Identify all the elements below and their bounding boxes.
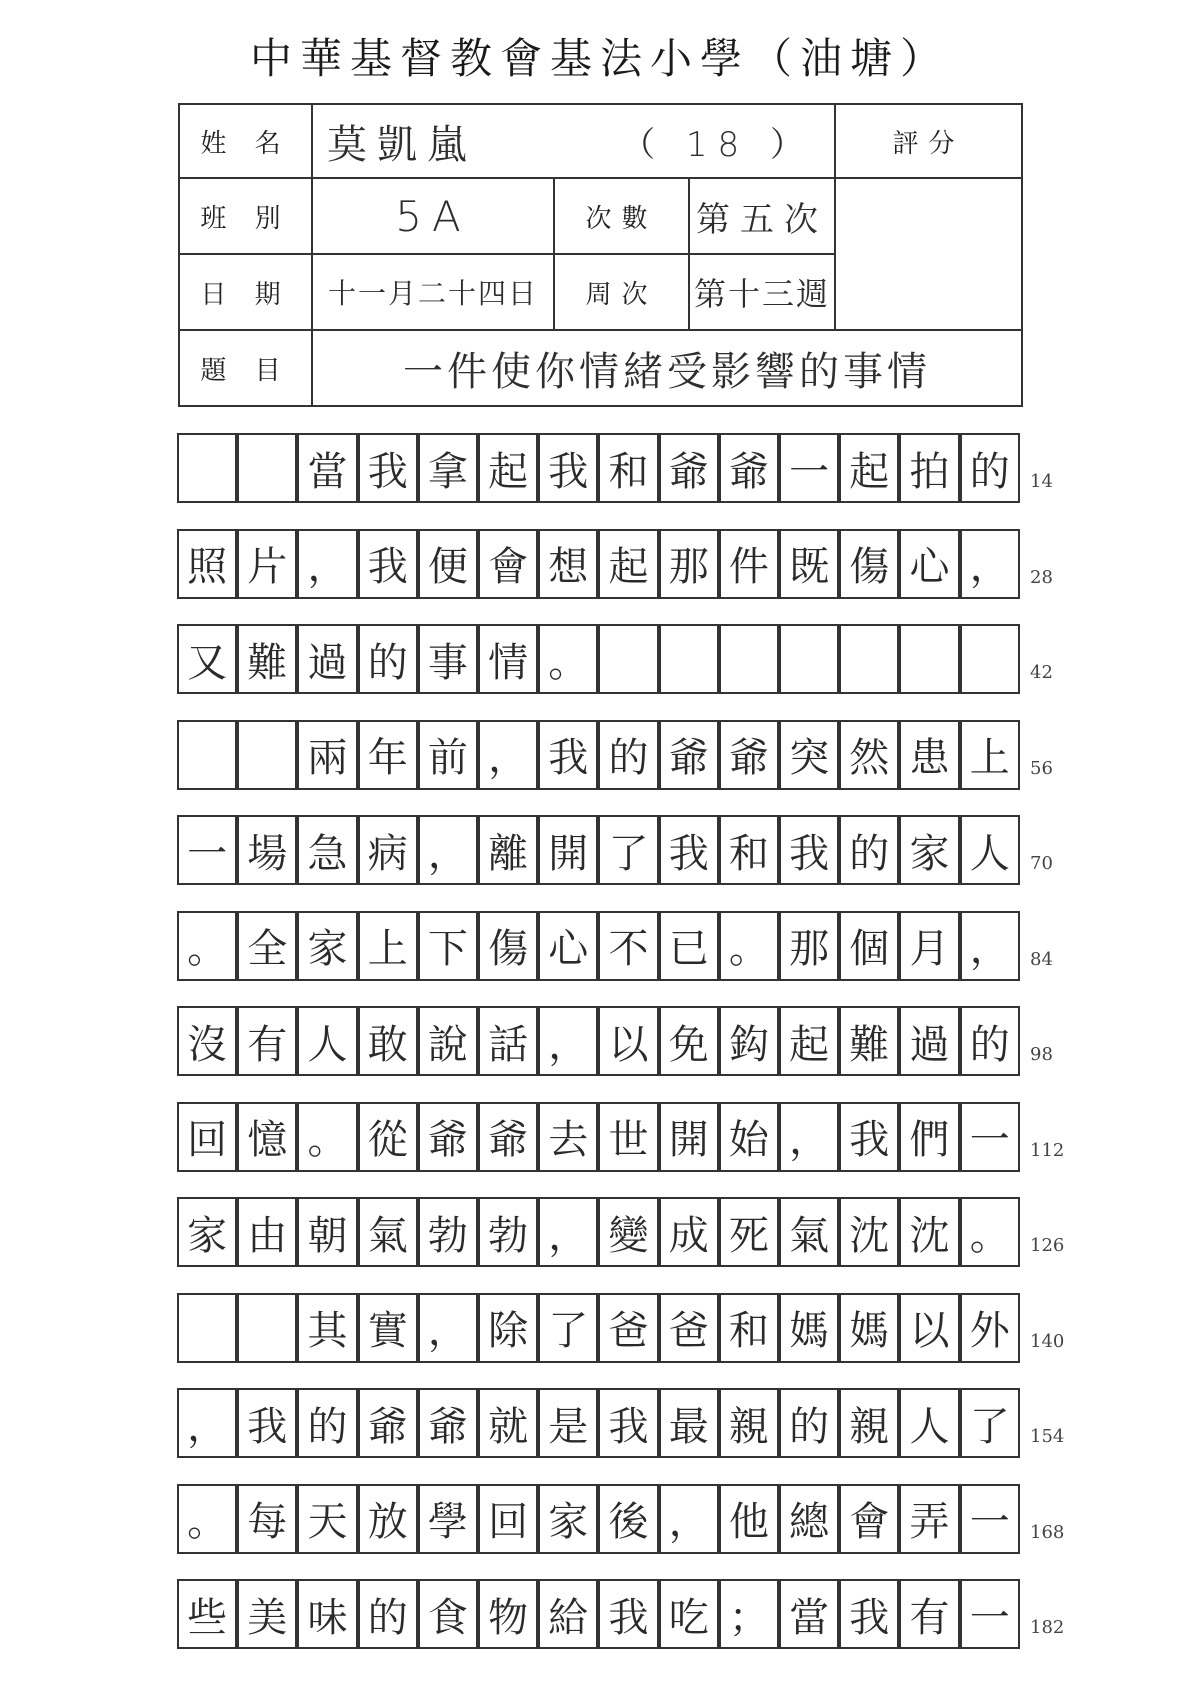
grid-cell: 。 <box>297 1102 357 1172</box>
grid-row <box>178 433 1021 503</box>
grid-cell: 。 <box>960 1197 1020 1267</box>
grid-cell: 心 <box>538 911 598 981</box>
grid-cell: 學 <box>418 1484 478 1554</box>
grid-cell: 媽 <box>839 1293 899 1363</box>
grid-cell: ， <box>538 1197 598 1267</box>
grid-cell: 爺 <box>418 1102 478 1172</box>
grid-cell: 沈 <box>899 1197 959 1267</box>
grid-cell: 一 <box>960 1579 1020 1649</box>
class-number: （ 18 ） <box>621 124 814 165</box>
grid-cell: 上 <box>960 720 1020 790</box>
grid-cell: 的 <box>839 815 899 885</box>
row-char-count: 182 <box>1030 1617 1065 1638</box>
grid-cell: 年 <box>358 720 418 790</box>
grid-cell: 外 <box>960 1293 1020 1363</box>
grid-row <box>178 529 1021 599</box>
grid-row <box>178 1388 1021 1458</box>
grid-cell: ， <box>659 1484 719 1554</box>
grid-cell: 病 <box>358 815 418 885</box>
grid-cell: 個 <box>839 911 899 981</box>
grid-cell: 我 <box>598 1579 658 1649</box>
grid-cell: 他 <box>719 1484 779 1554</box>
grid-cell: 的 <box>960 1006 1020 1076</box>
grid-cell: 爺 <box>719 720 779 790</box>
grid-cell: 就 <box>478 1388 538 1458</box>
grid-cell: 的 <box>779 1388 839 1458</box>
topic-value: 一件使你情緒受影響的事情 <box>311 329 1023 407</box>
grid-cell: 人 <box>899 1388 959 1458</box>
class-value: 5A <box>311 177 555 255</box>
grid-cell <box>659 624 719 694</box>
grid-cell: 和 <box>719 1293 779 1363</box>
grid-cell: 我 <box>598 1388 658 1458</box>
grid-cell: 爺 <box>719 433 779 503</box>
grid-cell: 食 <box>418 1579 478 1649</box>
grid-cell: ； <box>719 1579 779 1649</box>
grid-cell <box>177 720 237 790</box>
grid-row <box>178 1293 1021 1363</box>
grid-cell: 的 <box>358 1579 418 1649</box>
grid-cell: 難 <box>237 624 297 694</box>
grid-cell <box>237 720 297 790</box>
week-label: 周次 <box>553 253 690 331</box>
student-name: 莫凱嵐 <box>327 121 477 168</box>
grid-cell: 一 <box>779 433 839 503</box>
grid-cell: 沈 <box>839 1197 899 1267</box>
grid-cell: 以 <box>598 1006 658 1076</box>
score-label: 評分 <box>834 103 1023 179</box>
grid-cell: 除 <box>478 1293 538 1363</box>
grid-cell: 起 <box>779 1006 839 1076</box>
grid-cell: ， <box>538 1006 598 1076</box>
grid-cell: 爺 <box>659 720 719 790</box>
grid-cell: 一 <box>177 815 237 885</box>
grid-cell: 吃 <box>659 1579 719 1649</box>
name-label: 姓 名 <box>178 103 313 179</box>
grid-cell: 爸 <box>659 1293 719 1363</box>
grid-cell: ， <box>418 1293 478 1363</box>
grid-cell: 實 <box>358 1293 418 1363</box>
grid-cell: 最 <box>659 1388 719 1458</box>
grid-cell: 上 <box>358 911 418 981</box>
row-char-count: 42 <box>1030 662 1053 683</box>
grid-cell: 和 <box>598 433 658 503</box>
grid-cell: 我 <box>237 1388 297 1458</box>
grid-cell: 已 <box>659 911 719 981</box>
row-char-count: 98 <box>1030 1044 1053 1065</box>
grid-cell: ， <box>779 1102 839 1172</box>
grid-cell: 是 <box>538 1388 598 1458</box>
row-char-count: 56 <box>1030 757 1053 779</box>
class-label: 班 別 <box>178 177 313 255</box>
grid-row <box>178 1197 1021 1267</box>
grid-cell: ， <box>418 815 478 885</box>
grid-cell: 媽 <box>779 1293 839 1363</box>
header-table <box>178 103 1023 407</box>
grid-cell: 天 <box>297 1484 357 1554</box>
grid-cell <box>177 1293 237 1363</box>
grid-cell: 片 <box>237 529 297 599</box>
grid-row <box>178 1102 1021 1172</box>
grid-cell: 下 <box>418 911 478 981</box>
grid-row <box>178 911 1021 981</box>
grid-row <box>178 720 1021 790</box>
grid-cell: 急 <box>297 815 357 885</box>
row-char-count: 14 <box>1030 471 1053 492</box>
grid-cell: 總 <box>779 1484 839 1554</box>
grid-cell: 些 <box>177 1579 237 1649</box>
grid-cell: 弄 <box>899 1484 959 1554</box>
grid-cell: 了 <box>960 1388 1020 1458</box>
grid-cell <box>719 624 779 694</box>
grid-cell: 回 <box>177 1102 237 1172</box>
grid-cell: 去 <box>538 1102 598 1172</box>
grid-cell: 傷 <box>478 911 538 981</box>
grid-cell: ， <box>177 1388 237 1458</box>
grid-row <box>178 1484 1021 1554</box>
grid-cell: 我 <box>538 720 598 790</box>
grid-cell: 氣 <box>358 1197 418 1267</box>
grid-row <box>178 1006 1021 1076</box>
grid-cell: 和 <box>719 815 779 885</box>
grid-cell: 爺 <box>478 1102 538 1172</box>
grid-cell: 給 <box>538 1579 598 1649</box>
grid-cell: 起 <box>839 433 899 503</box>
grid-cell: 話 <box>478 1006 538 1076</box>
grid-cell: 了 <box>598 815 658 885</box>
row-char-count: 168 <box>1030 1521 1065 1543</box>
grid-cell: 味 <box>297 1579 357 1649</box>
grid-cell: 後 <box>598 1484 658 1554</box>
week-value: 第十三週 <box>688 253 836 331</box>
grid-cell <box>779 624 839 694</box>
grid-cell: 情 <box>478 624 538 694</box>
grid-cell: 患 <box>899 720 959 790</box>
grid-cell <box>839 624 899 694</box>
grid-cell: 朝 <box>297 1197 357 1267</box>
name-value <box>311 103 836 179</box>
grid-cell: 我 <box>839 1579 899 1649</box>
grid-cell: 起 <box>478 433 538 503</box>
grid-cell: 我 <box>358 433 418 503</box>
grid-cell: 的 <box>960 433 1020 503</box>
grid-cell: 物 <box>478 1579 538 1649</box>
grid-cell: 那 <box>659 529 719 599</box>
grid-cell: 家 <box>899 815 959 885</box>
grid-cell: ， <box>960 529 1020 599</box>
grid-cell: 親 <box>719 1388 779 1458</box>
grid-cell: 爺 <box>659 433 719 503</box>
grid-cell: 拍 <box>899 433 959 503</box>
grid-cell: 我 <box>659 815 719 885</box>
grid-cell: 每 <box>237 1484 297 1554</box>
grid-cell: 們 <box>899 1102 959 1172</box>
grid-cell: 人 <box>960 815 1020 885</box>
grid-cell: 成 <box>659 1197 719 1267</box>
grid-cell: 了 <box>538 1293 598 1363</box>
grid-cell: 從 <box>358 1102 418 1172</box>
grid-cell: 爺 <box>418 1388 478 1458</box>
grid-cell: 爺 <box>358 1388 418 1458</box>
grid-cell: 。 <box>177 911 237 981</box>
grid-cell: 始 <box>719 1102 779 1172</box>
grid-cell: 又 <box>177 624 237 694</box>
grid-cell: 變 <box>598 1197 658 1267</box>
grid-cell: 。 <box>177 1484 237 1554</box>
grid-cell: 放 <box>358 1484 418 1554</box>
grid-cell: 回 <box>478 1484 538 1554</box>
row-char-count: 70 <box>1030 853 1053 874</box>
grid-cell: 美 <box>237 1579 297 1649</box>
grid-cell: 傷 <box>839 529 899 599</box>
grid-cell: 親 <box>839 1388 899 1458</box>
grid-cell: 起 <box>598 529 658 599</box>
grid-cell: 由 <box>237 1197 297 1267</box>
grid-cell: 說 <box>418 1006 478 1076</box>
grid-cell: 那 <box>779 911 839 981</box>
grid-cell: ， <box>478 720 538 790</box>
grid-cell: 有 <box>237 1006 297 1076</box>
grid-cell: 照 <box>177 529 237 599</box>
row-char-count: 140 <box>1030 1330 1065 1352</box>
row-char-count: 126 <box>1030 1235 1065 1256</box>
grid-cell: 我 <box>358 529 418 599</box>
grid-cell: 世 <box>598 1102 658 1172</box>
grid-cell: 。 <box>538 624 598 694</box>
grid-cell <box>237 433 297 503</box>
times-value: 第五次 <box>688 177 836 255</box>
grid-cell: 家 <box>538 1484 598 1554</box>
grid-cell <box>237 1293 297 1363</box>
grid-cell: 突 <box>779 720 839 790</box>
grid-cell: 件 <box>719 529 779 599</box>
row-char-count: 84 <box>1030 948 1053 970</box>
grid-cell: 難 <box>839 1006 899 1076</box>
grid-cell: 事 <box>418 624 478 694</box>
grid-cell: 憶 <box>237 1102 297 1172</box>
grid-cell: 當 <box>779 1579 839 1649</box>
grid-cell: 會 <box>839 1484 899 1554</box>
grid-cell: 便 <box>418 529 478 599</box>
grid-row <box>178 815 1021 885</box>
grid-cell: 拿 <box>418 433 478 503</box>
grid-cell: 過 <box>899 1006 959 1076</box>
grid-cell <box>598 624 658 694</box>
grid-cell <box>177 433 237 503</box>
grid-cell: 免 <box>659 1006 719 1076</box>
grid-cell: 心 <box>899 529 959 599</box>
grid-cell: 氣 <box>779 1197 839 1267</box>
school-title: 中華基督教會基法小學（油塘） <box>249 34 950 83</box>
grid-cell: 離 <box>478 815 538 885</box>
grid-cell: 想 <box>538 529 598 599</box>
grid-cell: 其 <box>297 1293 357 1363</box>
grid-cell: 一 <box>960 1102 1020 1172</box>
grid-cell: 勃 <box>478 1197 538 1267</box>
times-label: 次數 <box>553 177 690 255</box>
grid-row <box>178 624 1021 694</box>
grid-cell: 全 <box>237 911 297 981</box>
grid-cell <box>960 624 1020 694</box>
grid-cell: 一 <box>960 1484 1020 1554</box>
grid-cell: 沒 <box>177 1006 237 1076</box>
grid-row <box>178 1579 1021 1649</box>
topic-label: 題 目 <box>178 329 313 407</box>
grid-cell: ， <box>960 911 1020 981</box>
grid-cell: 開 <box>538 815 598 885</box>
grid-cell: 敢 <box>358 1006 418 1076</box>
grid-cell: 會 <box>478 529 538 599</box>
grid-cell: 家 <box>177 1197 237 1267</box>
grid-cell: 。 <box>719 911 779 981</box>
grid-cell: 當 <box>297 433 357 503</box>
grid-cell: 開 <box>659 1102 719 1172</box>
grid-cell: 鈎 <box>719 1006 779 1076</box>
grid-cell: 人 <box>297 1006 357 1076</box>
grid-cell: 我 <box>538 433 598 503</box>
grid-cell <box>899 624 959 694</box>
grid-cell: 爸 <box>598 1293 658 1363</box>
grid-cell: ， <box>297 529 357 599</box>
grid-cell: 家 <box>297 911 357 981</box>
date-label: 日 期 <box>178 253 313 331</box>
grid-cell: 場 <box>237 815 297 885</box>
grid-cell: 我 <box>839 1102 899 1172</box>
grid-cell: 既 <box>779 529 839 599</box>
grid-cell: 過 <box>297 624 357 694</box>
row-char-count: 28 <box>1030 566 1053 588</box>
row-char-count: 112 <box>1030 1139 1065 1161</box>
grid-cell: 月 <box>899 911 959 981</box>
grid-cell: 的 <box>297 1388 357 1458</box>
date-value: 十一月二十四日 <box>311 253 555 331</box>
grid-cell: 的 <box>358 624 418 694</box>
grid-cell: 不 <box>598 911 658 981</box>
grid-cell: 前 <box>418 720 478 790</box>
grid-cell: 有 <box>899 1579 959 1649</box>
grid-cell: 以 <box>899 1293 959 1363</box>
grid-cell: 死 <box>719 1197 779 1267</box>
grid-cell: 勃 <box>418 1197 478 1267</box>
score-box <box>834 177 1023 331</box>
grid-cell: 然 <box>839 720 899 790</box>
grid-cell: 我 <box>779 815 839 885</box>
row-char-count: 154 <box>1030 1426 1065 1447</box>
grid-cell: 兩 <box>297 720 357 790</box>
grid-cell: 的 <box>598 720 658 790</box>
